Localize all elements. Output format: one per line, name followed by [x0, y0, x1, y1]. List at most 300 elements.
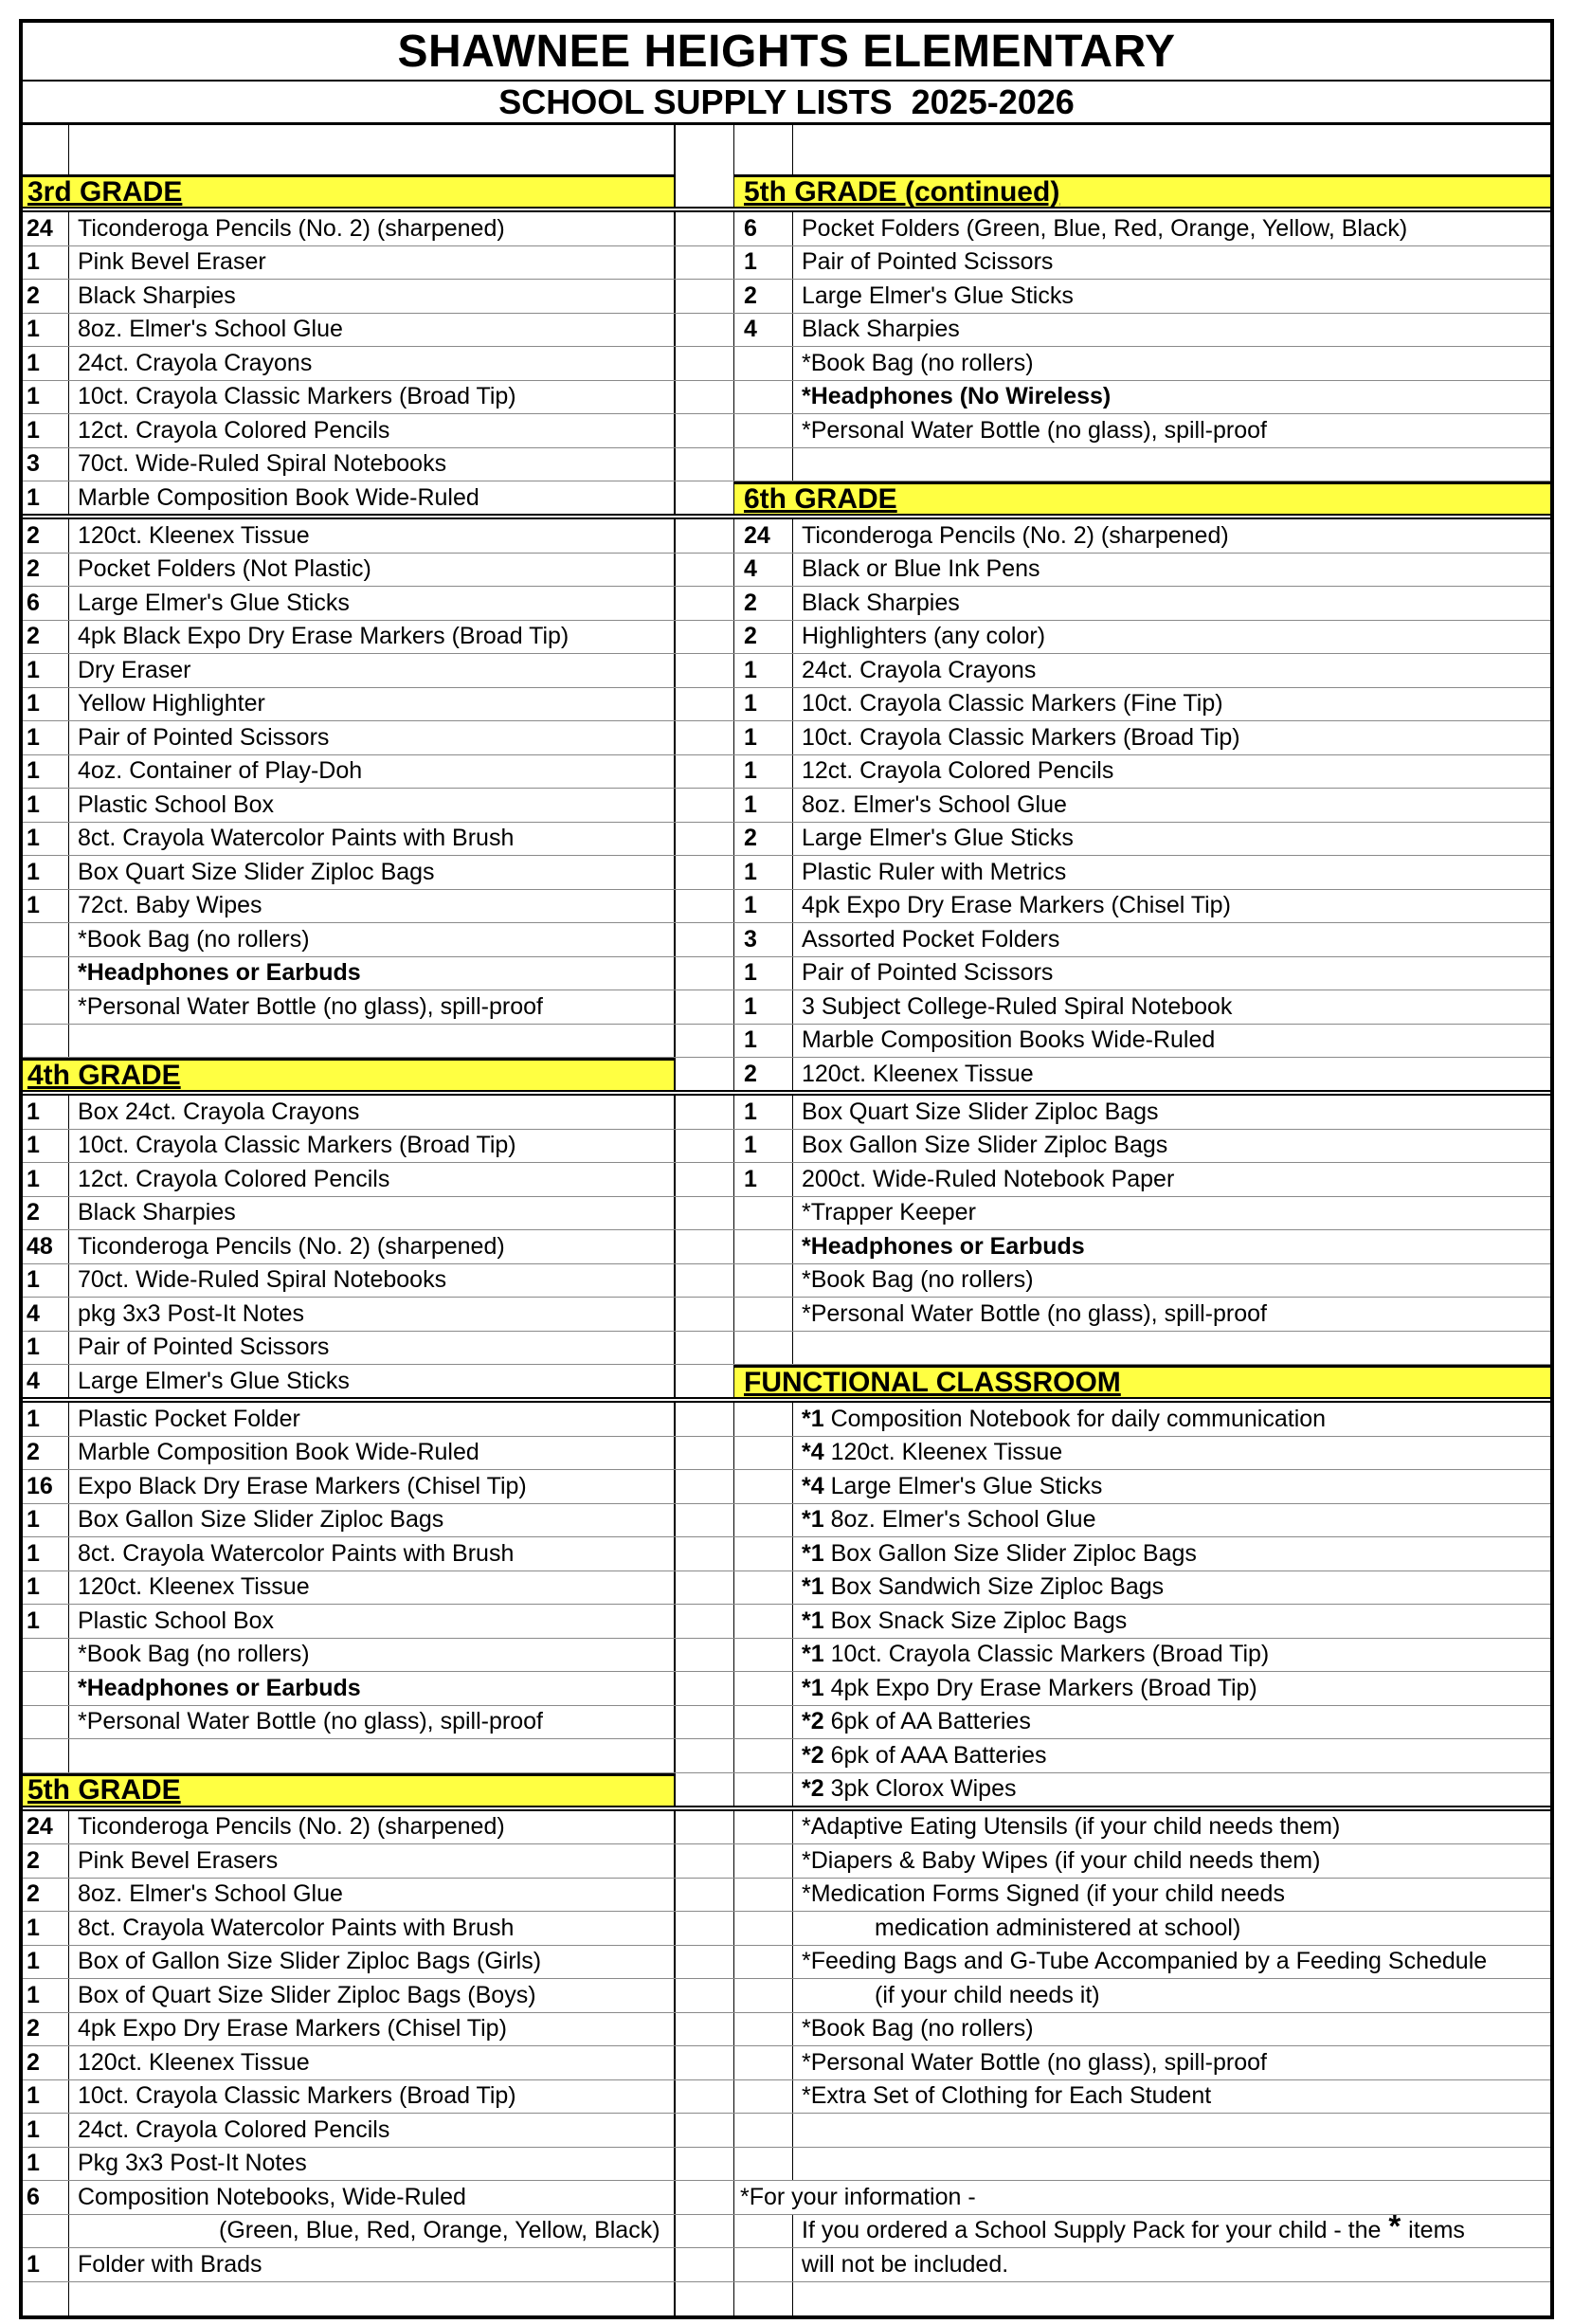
quantity-cell: 1 — [23, 789, 69, 822]
item-cell: 120ct. Kleenex Tissue — [802, 1060, 1034, 1087]
supply-row — [23, 347, 1550, 381]
quantity-cell — [734, 1537, 793, 1571]
school-name: SHAWNEE HEIGHTS ELEMENTARY — [23, 23, 1550, 82]
item-cell: Black Sharpies — [802, 589, 960, 616]
supply-row — [23, 212, 1550, 246]
item-cell — [793, 1739, 1550, 1772]
quantity-cell: 2 — [23, 1844, 69, 1878]
supply-row — [23, 1672, 1550, 1706]
supply-row — [23, 957, 1550, 991]
quantity-cell: 2 — [734, 1058, 793, 1090]
item-text-segment: If you ordered a School Supply Pack for your child - the — [802, 2217, 1388, 2244]
item-text-segment: 3pk Clorox Wipes — [830, 1775, 1017, 1802]
quantity-cell: 4 — [734, 554, 793, 587]
supply-row — [23, 1365, 1550, 1403]
item-text-segment: *2 — [802, 1741, 831, 1769]
column-spacer — [676, 789, 734, 822]
column-spacer — [676, 2215, 734, 2248]
item-text-segment: Box Snack Size Ziploc Bags — [830, 1607, 1128, 1634]
quantity-cell: 1 — [734, 856, 793, 889]
item-cell — [793, 448, 1550, 481]
item-cell: 12ct. Crayola Colored Pencils — [69, 1163, 676, 1196]
column-spacer — [676, 1130, 734, 1163]
quantity-cell: 1 — [23, 1163, 69, 1196]
quantity-cell — [23, 1739, 69, 1772]
item-cell: 120ct. Kleenex Tissue — [69, 1571, 676, 1605]
item-text-segment: *1 — [802, 1573, 831, 1601]
item-cell — [793, 1773, 1550, 1806]
column-spacer — [676, 280, 734, 313]
column-spacer — [676, 2046, 734, 2079]
item-cell: 4oz. Container of Play-Doh — [69, 755, 676, 789]
column-spacer — [676, 654, 734, 687]
quantity-cell: 16 — [23, 1470, 69, 1503]
supply-rows — [23, 174, 1550, 2315]
column-spacer — [676, 923, 734, 956]
item-cell: Ticonderoga Pencils (No. 2) (sharpened) — [69, 1230, 676, 1263]
item-cell: 72ct. Baby Wipes — [69, 890, 676, 923]
item-cell: Yellow Highlighter — [69, 688, 676, 721]
quantity-cell: 2 — [734, 823, 793, 856]
item-cell: Ticonderoga Pencils (No. 2) (sharpened) — [69, 1811, 676, 1844]
column-spacer — [676, 2013, 734, 2046]
item-cell: 24ct. Crayola Crayons — [69, 347, 676, 380]
supply-row — [23, 721, 1550, 755]
quantity-cell: 2 — [23, 1197, 69, 1230]
quantity-cell — [734, 125, 793, 174]
item-text-segment: Box Sandwich Size Ziploc Bags — [830, 1573, 1165, 1601]
item-cell: Box 24ct. Crayola Crayons — [69, 1096, 676, 1129]
quantity-cell: 3 — [734, 923, 793, 956]
quantity-cell: 2 — [23, 2046, 69, 2079]
item-cell: 3 Subject College-Ruled Spiral Notebook — [802, 992, 1233, 1020]
item-cell: *Trapper Keeper — [802, 1199, 976, 1226]
supply-row — [23, 2013, 1550, 2047]
column-spacer — [676, 1537, 734, 1571]
item-cell: *Extra Set of Clothing for Each Student — [802, 2082, 1212, 2110]
supply-row — [23, 654, 1550, 688]
quantity-cell — [23, 1672, 69, 1705]
quantity-cell — [734, 1403, 793, 1436]
item-cell: 10ct. Crayola Classic Markers (Broad Tip) — [802, 723, 1240, 751]
item-cell: Pair of Pointed Scissors — [802, 959, 1054, 987]
supply-row — [23, 2148, 1550, 2182]
quantity-cell: 1 — [734, 990, 793, 1024]
item-cell: 12ct. Crayola Colored Pencils — [802, 757, 1114, 785]
quantity-cell — [734, 1470, 793, 1503]
supply-row — [23, 1639, 1550, 1673]
quantity-cell: 6 — [23, 587, 69, 620]
item-cell: Black Sharpies — [69, 280, 676, 313]
item-cell: Composition Notebooks, Wide-Ruled — [69, 2181, 676, 2214]
column-spacer — [676, 1058, 734, 1090]
quantity-cell: 1 — [23, 314, 69, 347]
column-spacer — [676, 246, 734, 280]
item-text-segment: * — [1388, 2207, 1401, 2243]
quantity-cell — [734, 1672, 793, 1705]
quantity-cell: 4 — [23, 1365, 69, 1397]
item-cell: 8ct. Crayola Watercolor Paints with Brush — [69, 1912, 676, 1945]
quantity-cell: 1 — [23, 1096, 69, 1129]
item-cell: 70ct. Wide-Ruled Spiral Notebooks — [69, 1264, 676, 1298]
item-cell: *Book Bag (no rollers) — [69, 923, 676, 956]
item-cell: *Headphones (No Wireless) — [802, 383, 1112, 410]
quantity-cell — [23, 1639, 69, 1672]
quantity-cell — [734, 1912, 793, 1945]
quantity-cell: 1 — [23, 721, 69, 754]
quantity-cell: 1 — [734, 654, 793, 687]
supply-row — [23, 2080, 1550, 2115]
column-spacer — [676, 519, 734, 553]
column-spacer — [676, 2248, 734, 2281]
item-cell: 4pk Expo Dry Erase Markers (Chisel Tip) — [69, 2013, 676, 2046]
item-cell: Pocket Folders (Green, Blue, Red, Orange, Yellow, Black) — [802, 214, 1408, 242]
quantity-cell: 1 — [734, 1025, 793, 1058]
item-cell: 120ct. Kleenex Tissue — [69, 2046, 676, 2079]
quantity-cell — [734, 1197, 793, 1230]
supply-row — [23, 1605, 1550, 1639]
item-cell: *Headphones or Earbuds — [802, 1232, 1085, 1260]
item-cell: Black Sharpies — [802, 316, 960, 343]
item-cell — [69, 1025, 676, 1058]
item-cell: Pair of Pointed Scissors — [69, 721, 676, 754]
item-text-segment: items — [1401, 2217, 1465, 2244]
supply-row — [23, 1096, 1550, 1130]
item-cell — [793, 2207, 1550, 2248]
quantity-cell — [734, 1332, 793, 1365]
quantity-cell — [734, 1264, 793, 1298]
item-text-segment: 6pk of AAA Batteries — [830, 1741, 1047, 1769]
column-spacer — [676, 1096, 734, 1129]
item-cell: Black or Blue Ink Pens — [802, 555, 1040, 583]
item-cell: Ticonderoga Pencils (No. 2) (sharpened) — [802, 521, 1229, 549]
column-spacer — [676, 1672, 734, 1705]
supply-row — [23, 890, 1550, 924]
item-text-segment: 6pk of AA Batteries — [830, 1708, 1031, 1735]
header-spacer-row — [23, 125, 1550, 174]
item-cell: Box Quart Size Slider Ziploc Bags — [802, 1098, 1159, 1125]
item-cell — [793, 1332, 1550, 1365]
supply-row — [23, 1979, 1550, 2013]
column-spacer — [676, 414, 734, 447]
item-cell: *Feeding Bags and G-Tube Accompanied by a Feeding Schedule — [802, 1948, 1488, 1975]
supply-row — [23, 2207, 1550, 2249]
item-cell: will not be included. — [802, 2250, 1009, 2278]
quantity-cell: 1 — [23, 1571, 69, 1605]
quantity-cell: 1 — [734, 721, 793, 754]
supply-row — [23, 856, 1550, 890]
quantity-cell: 1 — [734, 890, 793, 923]
quantity-cell — [734, 1946, 793, 1979]
supply-row — [23, 1537, 1550, 1571]
quantity-cell: 1 — [734, 755, 793, 789]
supply-row — [23, 1130, 1550, 1164]
item-cell — [793, 1605, 1550, 1638]
supply-row — [23, 990, 1550, 1025]
item-cell: Box Gallon Size Slider Ziploc Bags — [802, 1132, 1168, 1159]
supply-row — [23, 1403, 1550, 1437]
column-spacer — [676, 1844, 734, 1878]
item-cell: (if your child needs it) — [875, 1981, 1100, 2008]
item-cell: Pkg 3x3 Post-It Notes — [69, 2148, 676, 2181]
item-text-segment: *1 — [802, 1539, 831, 1567]
supply-row — [23, 1773, 1550, 1811]
supply-row — [23, 789, 1550, 823]
quantity-cell: 1 — [23, 246, 69, 280]
item-cell: *Adaptive Eating Utensils (if your child needs them) — [802, 1813, 1341, 1841]
quantity-cell: 1 — [23, 1912, 69, 1945]
item-cell: *Medication Forms Signed (if your child needs — [802, 1880, 1285, 1908]
page-subtitle: SCHOOL SUPPLY LISTS 2025-2026 — [23, 82, 1550, 125]
quantity-cell: 1 — [23, 2080, 69, 2114]
supply-row — [23, 381, 1550, 415]
item-cell — [793, 1403, 1550, 1436]
item-cell — [69, 2282, 676, 2316]
grade-header-label: 5th GRADE — [27, 1774, 181, 1806]
supply-row — [23, 280, 1550, 314]
quantity-cell: 2 — [23, 519, 69, 553]
item-cell — [793, 1437, 1550, 1470]
supply-row — [23, 1437, 1550, 1471]
quantity-cell — [734, 414, 793, 447]
column-spacer — [676, 1739, 734, 1772]
quantity-cell: 1 — [23, 856, 69, 889]
column-spacer — [676, 212, 734, 245]
item-cell: Pocket Folders (Not Plastic) — [69, 554, 676, 587]
item-cell: Black Sharpies — [69, 1197, 676, 1230]
grade-header-5th-grade-continued — [734, 174, 1550, 207]
item-cell: 8oz. Elmer's School Glue — [802, 790, 1067, 818]
column-spacer — [676, 1979, 734, 2012]
item-cell — [793, 2114, 1550, 2147]
quantity-cell — [734, 2046, 793, 2079]
column-spacer — [676, 347, 734, 380]
item-cell: Ticonderoga Pencils (No. 2) (sharpened) — [69, 212, 676, 245]
column-spacer — [676, 1365, 734, 1397]
grade-header-label: 5th GRADE (continued) — [744, 175, 1060, 208]
quantity-cell: 1 — [23, 1332, 69, 1365]
quantity-cell: 1 — [23, 654, 69, 687]
column-spacer — [676, 2114, 734, 2147]
item-text-segment: Composition Notebook for daily communication — [830, 1405, 1327, 1432]
quantity-cell — [734, 1504, 793, 1537]
quantity-cell — [734, 1230, 793, 1263]
supply-row — [23, 414, 1550, 448]
column-spacer — [676, 2181, 734, 2214]
column-spacer — [676, 174, 734, 207]
quantity-cell: 6 — [23, 2181, 69, 2214]
item-cell: Large Elmer's Glue Sticks — [802, 825, 1074, 852]
supply-row — [23, 1332, 1550, 1366]
item-cell: Marble Composition Book Wide-Ruled — [69, 481, 676, 514]
item-text-segment: *1 — [802, 1607, 831, 1634]
supply-row — [23, 448, 1550, 482]
grade-header-label: 4th GRADE — [27, 1059, 181, 1091]
item-cell: *Book Bag (no rollers) — [802, 2015, 1034, 2043]
quantity-cell: 2 — [734, 621, 793, 654]
item-cell: *Book Bag (no rollers) — [69, 1639, 676, 1672]
column-spacer — [676, 2148, 734, 2181]
column-spacer — [676, 125, 734, 174]
quantity-cell — [734, 2215, 793, 2248]
item-cell: *Diapers & Baby Wipes (if your child needs them) — [802, 1846, 1321, 1874]
item-cell: *Personal Water Bottle (no glass), spill-proof — [802, 1299, 1267, 1327]
quantity-cell: 1 — [734, 789, 793, 822]
supply-row — [23, 621, 1550, 655]
item-cell: *Personal Water Bottle (no glass), spill-proof — [802, 2048, 1267, 2076]
item-cell — [793, 125, 1550, 174]
item-text-segment: Box Gallon Size Slider Ziploc Bags — [830, 1539, 1197, 1567]
column-spacer — [676, 721, 734, 754]
item-cell: 4pk Black Expo Dry Erase Markers (Broad Tip) — [69, 621, 676, 654]
column-spacer — [676, 1230, 734, 1263]
column-spacer — [676, 1437, 734, 1470]
quantity-cell: 1 — [23, 1946, 69, 1979]
item-cell: 120ct. Kleenex Tissue — [69, 519, 676, 553]
item-cell — [793, 1504, 1550, 1537]
quantity-cell — [23, 990, 69, 1024]
quantity-cell: 1 — [734, 957, 793, 990]
quantity-cell: 2 — [734, 587, 793, 620]
supply-row — [23, 1197, 1550, 1231]
item-cell: 8oz. Elmer's School Glue — [69, 1879, 676, 1912]
item-cell: Pink Bevel Erasers — [69, 1844, 676, 1878]
item-cell: 24ct. Crayola Crayons — [802, 656, 1037, 683]
column-spacer — [676, 1403, 734, 1436]
quantity-cell — [23, 923, 69, 956]
item-text-segment: *1 — [802, 1641, 831, 1668]
column-spacer — [676, 1639, 734, 1672]
supply-row — [23, 1025, 1550, 1059]
column-spacer — [676, 688, 734, 721]
item-text-segment: *2 — [802, 1775, 831, 1802]
quantity-cell — [734, 2282, 793, 2316]
quantity-cell: 1 — [23, 1130, 69, 1163]
quantity-cell — [23, 2282, 69, 2316]
quantity-cell: 24 — [23, 212, 69, 245]
supply-list-sheet — [19, 19, 1554, 2319]
column-spacer — [676, 2080, 734, 2114]
supply-row — [23, 481, 1550, 519]
item-cell: Box Gallon Size Slider Ziploc Bags — [69, 1504, 676, 1537]
quantity-cell: 1 — [23, 381, 69, 414]
quantity-cell — [734, 381, 793, 414]
quantity-cell — [23, 125, 69, 174]
item-cell: Expo Black Dry Erase Markers (Chisel Tip) — [69, 1470, 676, 1503]
quantity-cell: 2 — [23, 621, 69, 654]
item-cell: pkg 3x3 Post-It Notes — [69, 1298, 676, 1331]
item-cell: 10ct. Crayola Classic Markers (Broad Tip) — [69, 381, 676, 414]
item-text-segment: 8oz. Elmer's School Glue — [830, 1506, 1096, 1534]
item-cell: Pair of Pointed Scissors — [802, 248, 1054, 276]
item-cell: Plastic School Box — [69, 1605, 676, 1638]
item-cell — [69, 125, 676, 174]
supply-row — [23, 1264, 1550, 1298]
quantity-cell: 1 — [23, 2248, 69, 2281]
item-cell: Large Elmer's Glue Sticks — [802, 281, 1074, 309]
supply-row — [23, 246, 1550, 281]
quantity-cell — [734, 2080, 793, 2114]
quantity-cell: 1 — [23, 1264, 69, 1298]
column-spacer — [676, 1298, 734, 1331]
column-spacer — [676, 621, 734, 654]
column-spacer — [676, 990, 734, 1024]
item-cell — [793, 2148, 1550, 2181]
quantity-cell: 1 — [734, 1130, 793, 1163]
quantity-cell: 1 — [23, 347, 69, 380]
quantity-cell: 1 — [734, 246, 793, 280]
item-cell: Pink Bevel Eraser — [69, 246, 676, 280]
item-cell: Plastic Ruler with Metrics — [802, 858, 1067, 885]
quantity-cell: 1 — [23, 414, 69, 447]
quantity-cell: 1 — [23, 1979, 69, 2012]
column-spacer — [676, 1163, 734, 1196]
supply-row — [23, 1879, 1550, 1913]
item-cell: 8ct. Crayola Watercolor Paints with Brush — [69, 823, 676, 856]
quantity-cell: 1 — [23, 688, 69, 721]
item-text-segment: *1 — [802, 1506, 831, 1534]
item-cell — [793, 1537, 1550, 1571]
item-text-segment: Large Elmer's Glue Sticks — [830, 1472, 1103, 1499]
quantity-cell: 24 — [23, 1811, 69, 1844]
quantity-cell: 1 — [734, 1163, 793, 1196]
item-cell — [793, 1706, 1550, 1739]
quantity-cell: 2 — [23, 1437, 69, 1470]
item-cell: 8ct. Crayola Watercolor Paints with Brush — [69, 1537, 676, 1571]
item-cell — [69, 1739, 676, 1772]
item-cell — [793, 1470, 1550, 1503]
supply-row — [23, 1739, 1550, 1773]
quantity-cell: 1 — [23, 1605, 69, 1638]
column-spacer — [676, 755, 734, 789]
quantity-cell — [734, 1844, 793, 1878]
item-text-segment: *4 — [802, 1439, 831, 1466]
supply-row — [23, 2046, 1550, 2080]
column-spacer — [676, 448, 734, 481]
item-text-segment: *4 — [802, 1472, 831, 1499]
column-spacer — [676, 1264, 734, 1298]
quantity-cell — [734, 347, 793, 380]
item-cell: Dry Eraser — [69, 654, 676, 687]
quantity-cell: 3 — [23, 448, 69, 481]
quantity-cell: 2 — [734, 280, 793, 313]
supply-row — [23, 519, 1550, 554]
quantity-cell: 2 — [23, 1879, 69, 1912]
item-cell: Highlighters (any color) — [802, 623, 1046, 650]
item-text-segment: 4pk Expo Dry Erase Markers (Broad Tip) — [830, 1674, 1257, 1701]
supply-row — [23, 823, 1550, 857]
quantity-cell — [734, 448, 793, 481]
item-cell: Folder with Brads — [69, 2248, 676, 2281]
item-cell: Large Elmer's Glue Sticks — [69, 587, 676, 620]
quantity-cell: 2 — [23, 280, 69, 313]
item-cell: *Personal Water Bottle (no glass), spill-proof — [69, 1706, 676, 1739]
supply-row — [23, 688, 1550, 722]
quantity-cell — [734, 2013, 793, 2046]
quantity-cell: 4 — [734, 314, 793, 347]
column-spacer — [676, 1811, 734, 1844]
quantity-cell — [23, 1025, 69, 1058]
item-cell: 10ct. Crayola Classic Markers (Broad Tip) — [69, 2080, 676, 2114]
grade-header-label: 6th GRADE — [744, 482, 897, 515]
grade-header-4th-grade — [23, 1058, 676, 1090]
item-cell: Box Quart Size Slider Ziploc Bags — [69, 856, 676, 889]
quantity-cell — [734, 2248, 793, 2281]
column-spacer — [676, 1571, 734, 1605]
quantity-cell: 2 — [23, 554, 69, 587]
column-spacer — [676, 856, 734, 889]
item-cell: 12ct. Crayola Colored Pencils — [69, 414, 676, 447]
